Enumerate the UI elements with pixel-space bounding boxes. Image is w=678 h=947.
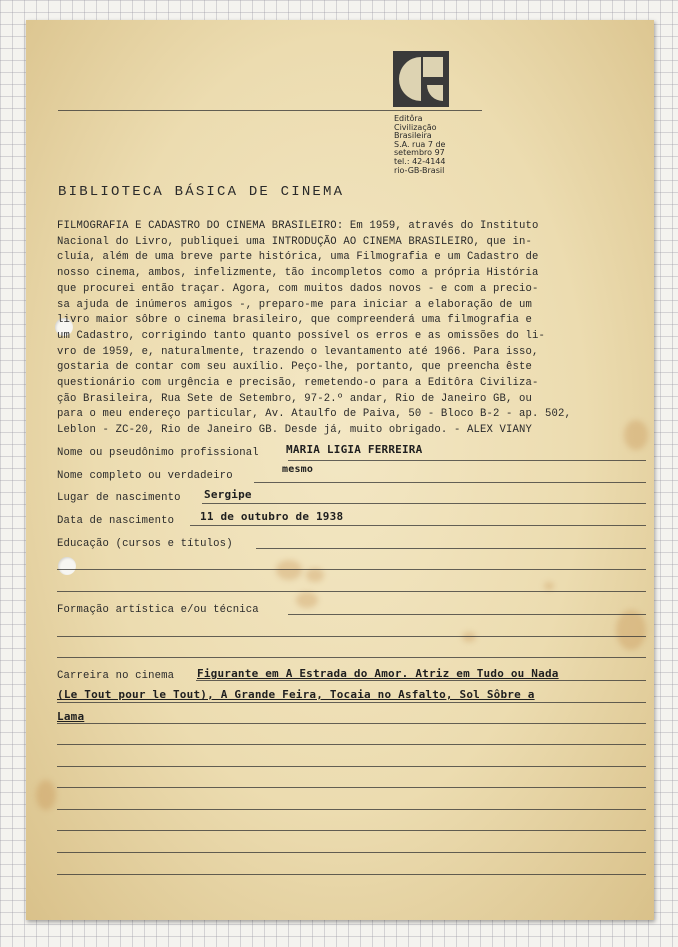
stain [544, 582, 554, 590]
intro-line: para o meu endereço particular, Av. Ataulfo de Paiva, 50 - Bloco B-2 - ap. 502, [57, 408, 572, 421]
blank-line [57, 787, 646, 788]
career-label: Carreira no cinema [57, 670, 175, 682]
publisher-logo [393, 51, 449, 107]
blank-line [57, 636, 646, 637]
intro-line: ção Brasileira, Rua Sete de Setembro, 97-2.º andar, Rio de Janeiro GB, ou [57, 392, 533, 405]
publisher-line: Editôra [394, 114, 423, 123]
punch-hole [58, 557, 76, 575]
birthplace-value: Sergipe [204, 488, 252, 501]
career-value-line: Lama [57, 710, 85, 723]
intro-line: gostaria de contar com seu auxílio. Peço-lhe, portanto, que preencha êste [57, 361, 533, 374]
birthplace-label: Lugar de nascimento [57, 492, 181, 504]
stain [462, 632, 476, 642]
career-value-line: Figurante em A Estrada do Amor. Atriz em Tudo ou Nada [197, 667, 559, 680]
publisher-line: Brasileira [394, 131, 432, 141]
training-field-line [288, 614, 646, 615]
intro-line: vro de 1959, e, naturalmente, trazendo o levantamento até 1966. Para isso, [57, 345, 539, 358]
publisher-line: rio-GB-Brasil [394, 165, 445, 175]
blank-line [57, 702, 646, 703]
publisher-line: Civilização [394, 122, 437, 132]
blank-line [57, 569, 646, 570]
blank-line [57, 591, 646, 592]
education-label: Educação (cursos e títulos) [57, 538, 233, 550]
stain [276, 560, 302, 580]
intro-line: Leblon - ZC-20, Rio de Janeiro GB. Desde já, muito obrigado. - ALEX VIANY [57, 424, 533, 437]
questionnaire-sheet [26, 20, 654, 920]
blank-line [57, 830, 646, 831]
birthdate-value: 11 de outubro de 1938 [200, 510, 344, 523]
header-rule [58, 110, 482, 111]
intro-line: que procurei então traçar. Agora, com muitos dados novos - e com a precio- [57, 282, 539, 295]
publisher-line: S.A. rua 7 de [394, 139, 446, 149]
fullname-value: mesmo [282, 464, 314, 475]
blank-line [57, 723, 646, 724]
blank-line [57, 874, 646, 875]
stain [296, 592, 318, 608]
stain [36, 780, 56, 810]
fullname-field-line [254, 482, 646, 483]
intro-line: sa ajuda de inúmeros amigos -, preparo-me para iniciar a elaboração de um [57, 298, 533, 311]
publisher-line: tel.: 42-4144 [394, 157, 446, 166]
stain [616, 610, 646, 650]
intro-line: um Cadastro, corrigindo tanto quanto possível os erros e as omissões do li- [57, 329, 546, 342]
blank-line [57, 852, 646, 853]
fullname-label: Nome completo ou verdadeiro [57, 470, 233, 482]
blank-line [57, 744, 646, 745]
stain [624, 420, 648, 450]
training-label: Formação artística e/ou técnica [57, 604, 259, 616]
blank-line [57, 657, 646, 658]
page-title: BIBLIOTECA BÁSICA DE CINEMA [58, 184, 345, 200]
name-field-line [288, 460, 646, 461]
stain [306, 568, 324, 582]
blank-line [57, 809, 646, 810]
name-label: Nome ou pseudônimo profissional [57, 447, 259, 459]
birthplace-field-line [202, 503, 646, 504]
birthdate-field-line [190, 525, 646, 526]
intro-line: cluía, além de uma breve parte histórica, uma Filmografia e um Cadastro de [57, 251, 539, 264]
intro-line: Nacional do Livro, publiquei uma INTRODUÇÃO AO CINEMA BRASILEIRO, que in- [57, 235, 533, 248]
intro-line: nosso cinema, ambos, infelizmente, tão incompletos como a própria História [57, 267, 539, 280]
intro-line: questionário com urgência e precisão, remetendo-o para a Editôra Civiliza- [57, 377, 539, 389]
career-field-line [196, 680, 646, 681]
intro-line: livro maior sôbre o cinema brasileiro, que compreenderá uma filmografia e [57, 314, 533, 327]
intro-line: FILMOGRAFIA E CADASTRO DO CINEMA BRASILEIRO: Em 1959, através do Instituto [57, 220, 539, 232]
blank-line [57, 766, 646, 767]
birthdate-label: Data de nascimento [57, 515, 175, 527]
publisher-line: setembro 97 [394, 148, 445, 158]
name-value: MARIA LIGIA FERREIRA [286, 443, 423, 456]
career-value-line: (Le Tout pour le Tout), A Grande Feira, Tocaia no Asfalto, Sol Sôbre a [57, 688, 535, 701]
education-field-line [256, 548, 646, 549]
